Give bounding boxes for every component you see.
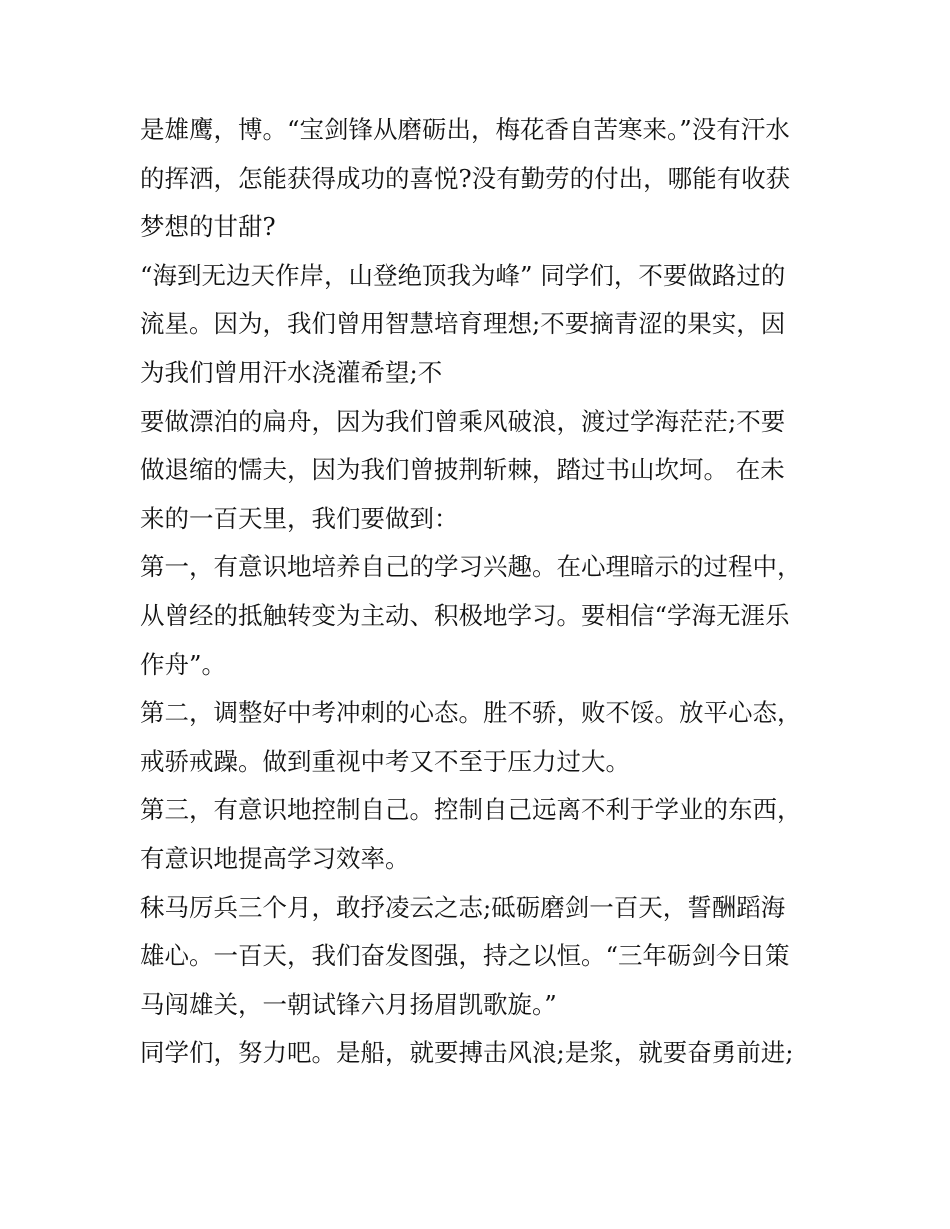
text-line: 秣马厉兵三个月，敢抒凌云之志;砥砺磨剑一百天，誓酬蹈海 xyxy=(140,892,786,922)
text-line: 来的一百天里，我们要做到： xyxy=(140,503,459,533)
text-line: 作舟”。 xyxy=(140,649,227,679)
text-line: 从曾经的抵触转变为主动、积极地学习。要相信“学海无涯乐 xyxy=(140,600,790,630)
text-line: 要做漂泊的扁舟，因为我们曾乘风破浪，渡过学海茫茫;不要 xyxy=(140,406,786,436)
text-line: 第一，有意识地培养自己的学习兴趣。在心理暗示的过程中， xyxy=(140,552,802,582)
text-line: 的挥洒，怎能获得成功的喜悦?没有勤劳的付出，哪能有收获 xyxy=(140,163,791,193)
text-line: 是雄鹰，博。“宝剑锋从磨砺出，梅花香自苦寒来。”没有汗水 xyxy=(140,115,790,144)
text-line: 第三，有意识地控制自己。控制自己远离不利于学业的东西， xyxy=(140,795,802,825)
text-line: 第二，调整好中考冲刺的心态。胜不骄，败不馁。放平心态， xyxy=(140,698,802,728)
text-line: 为我们曾用汗水浇灌希望;不 xyxy=(140,357,443,387)
text-line: 戒骄戒躁。做到重视中考又不至于压力过大。 xyxy=(140,746,630,776)
text-line: 同学们，努力吧。是船，就要搏击风浪;是浆，就要奋勇前进; xyxy=(140,1038,794,1068)
text-line: 流星。因为，我们曾用智慧培育理想;不要摘青涩的果实，因 xyxy=(140,309,786,339)
document-body xyxy=(140,106,820,1078)
text-line: 雄心。一百天，我们奋发图强，持之以恒。“三年砺剑今日策 xyxy=(140,941,790,971)
text-line: “海到无边天作岸，山登绝顶我为峰” 同学们，不要做路过的 xyxy=(140,260,786,290)
text-line: 有意识地提高学习效率。 xyxy=(140,843,410,873)
text-line: 梦想的甘甜? xyxy=(140,212,276,242)
text-line: 马闯雄关，一朝试锋六月扬眉凯歌旋。” xyxy=(140,989,557,1019)
text-line: 做退缩的懦夫，因为我们曾披荆斩棘，踏过书山坎坷。 在未 xyxy=(140,455,785,485)
